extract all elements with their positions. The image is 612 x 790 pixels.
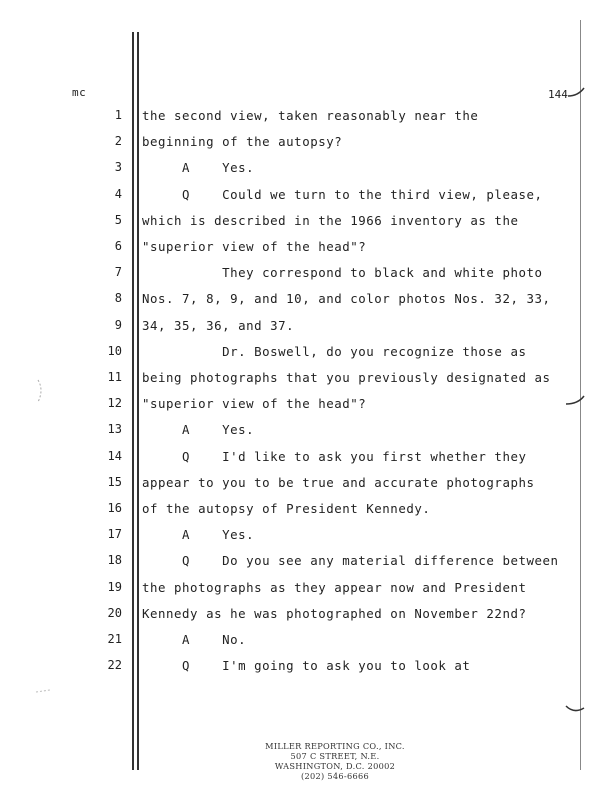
page-number: 144 [548,88,568,101]
line-number: 4 [114,186,122,201]
line-number: 5 [114,212,122,227]
smudge-mark [34,686,54,696]
line-number: 17 [107,527,122,542]
transcript-line: appear to you to be true and accurate photographs [142,474,535,490]
smudge-mark [30,378,50,408]
line-number: 6 [114,239,122,253]
line-number: 22 [107,658,122,673]
left-margin-rule [132,32,134,770]
line-number: 9 [114,317,122,332]
transcript-line: beginning of the autopsy? [142,134,343,150]
line-number: 7 [114,265,122,280]
line-number: 1 [114,108,122,122]
transcript-line: Q I'd like to ask you first whether they [142,448,527,464]
reporter-footer [250,741,420,781]
line-number: 14 [107,448,122,463]
transcript-line: being photographs that you previously designated as [142,370,551,385]
transcript-line: of the autopsy of President Kennedy. [142,501,431,516]
transcript-line: "superior view of the head"? [142,239,367,254]
transcript-line: A Yes. [142,160,255,176]
line-number: 8 [114,291,122,306]
line-number: 13 [107,422,122,437]
reporter-initials: mc [72,86,87,99]
transcript-line: Q I'm going to ask you to look at [142,658,471,674]
binder-mark [564,84,594,104]
transcript-line: A Yes. [142,422,255,438]
footer-company: MILLER REPORTING CO., INC. [265,741,405,751]
line-number: 15 [107,474,122,489]
transcript-line: "superior view of the head"? [142,396,367,412]
line-number: 2 [114,134,122,149]
line-number: 12 [107,396,122,411]
transcript-line: the photographs as they appear now and President [142,579,527,595]
transcript-line: A Yes. [142,527,255,543]
transcript-line: They correspond to black and white photo [142,265,543,281]
transcript-line: which is described in the 1966 inventory as the [142,212,519,228]
transcript-line: Q Do you see any material difference between [142,553,559,569]
transcript-line: Q Could we turn to the third view, please, [142,186,543,202]
footer-street: 507 C STREET, N.E. [290,751,380,761]
binder-mark [564,698,594,720]
line-number: 10 [107,343,122,358]
line-number: 21 [107,632,122,646]
transcript-line: Dr. Boswell, do you recognize those as [142,343,527,359]
footer-city: WASHINGTON, D.C. 20002 [274,761,396,771]
line-number: 20 [107,605,122,620]
line-number: 18 [107,553,122,568]
transcript-line: Kennedy as he was photographed on November 22nd? [142,605,527,621]
line-number: 11 [107,370,122,384]
transcript-line: the second view, taken reasonably near the [142,108,479,123]
transcript-line: A No. [142,632,247,647]
left-margin-rule-inner [137,32,139,770]
line-number: 16 [107,501,122,515]
line-number: 19 [107,579,122,594]
binder-mark [564,392,594,412]
line-number: 3 [114,160,122,175]
footer-phone: (202) 546-6666 [300,771,370,781]
transcript-line: Nos. 7, 8, 9, and 10, and color photos Nos. 32, 33, [142,291,551,307]
transcript-line: 34, 35, 36, and 37. [142,317,295,333]
